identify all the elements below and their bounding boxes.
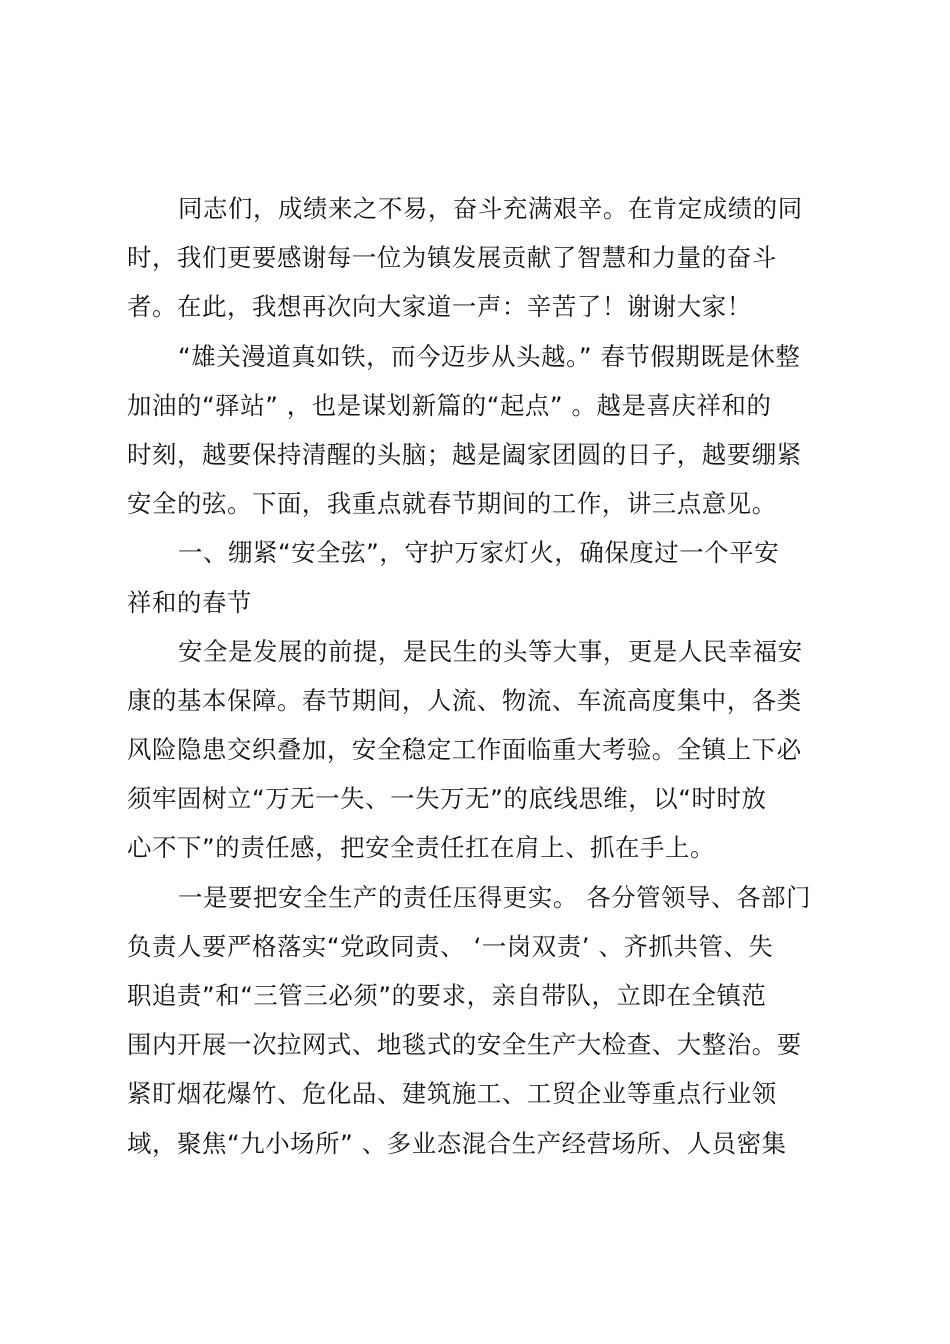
paragraph-intro <box>127 332 833 529</box>
paragraph-production-safety <box>127 873 833 1168</box>
text-line: 一是要把安全生产的责任压得更实。 各分管领导、各部门 <box>178 882 812 912</box>
text-line: 域，聚焦“九小场所” 、多业态混合生产经营场所、人员密集 <box>127 1128 787 1158</box>
text-line: 时，我们更要感谢每一位为镇发展贡献了智慧和力量的奋斗 <box>127 243 777 273</box>
text-line: 心不下”的责任感，把安全责任扛在肩上、抓在手上。 <box>127 833 716 863</box>
text-line: 须牢固树立“万无一失、一失万无”的底线思维，以“时时放 <box>127 784 767 814</box>
paragraph-safety <box>127 627 833 873</box>
text-line: 加油的“驿站” ，也是谋划新篇的“起点” 。越是喜庆祥和的 <box>127 390 772 420</box>
text-line: 职追责”和“三管三必须”的要求，亲自带队，立即在全镇范 <box>127 981 767 1010</box>
text-line: 安全的弦。下面，我重点就春节期间的工作，讲三点意见。 <box>127 489 777 519</box>
text-line: “雄关漫道真如铁，而今迈步从头越。” 春节假期既是休整 <box>178 341 801 371</box>
text-line: 紧盯烟花爆竹、危化品、建筑施工、工贸企业等重点行业领 <box>127 1079 777 1109</box>
heading-line: 祥和的春节 <box>127 587 252 617</box>
heading-line: 一、绷紧“安全弦”，守护万家灯火，确保度过一个平安 <box>178 538 780 568</box>
text-line: 时刻，越要保持清醒的头脑；越是阖家团圆的日子，越要绷紧 <box>127 439 802 469</box>
text-line: 安全是发展的前提，是民生的头等大事，更是人民幸福安 <box>178 636 803 666</box>
text-line: 负责人要严格落实“党政同责、 ‘一岗双责’ 、齐抓共管、失 <box>127 931 774 961</box>
document-body <box>127 184 833 1168</box>
text-line: 者。在此，我想再次向大家道一声：辛苦了！谢谢大家！ <box>127 292 752 322</box>
text-line: 风险隐患交织叠加，安全稳定工作面临重大考验。全镇上下必 <box>127 735 802 765</box>
text-line: 围内开展一次拉网式、地毯式的安全生产大检查、大整治。要 <box>127 1030 802 1060</box>
section-heading-1 <box>127 528 833 626</box>
paragraph-thanks <box>127 184 833 332</box>
text-line: 同志们，成绩来之不易，奋斗充满艰辛。在肯定成绩的同 <box>178 194 803 223</box>
text-line: 康的基本保障。春节期间，人流、物流、车流高度集中，各类 <box>127 685 802 715</box>
